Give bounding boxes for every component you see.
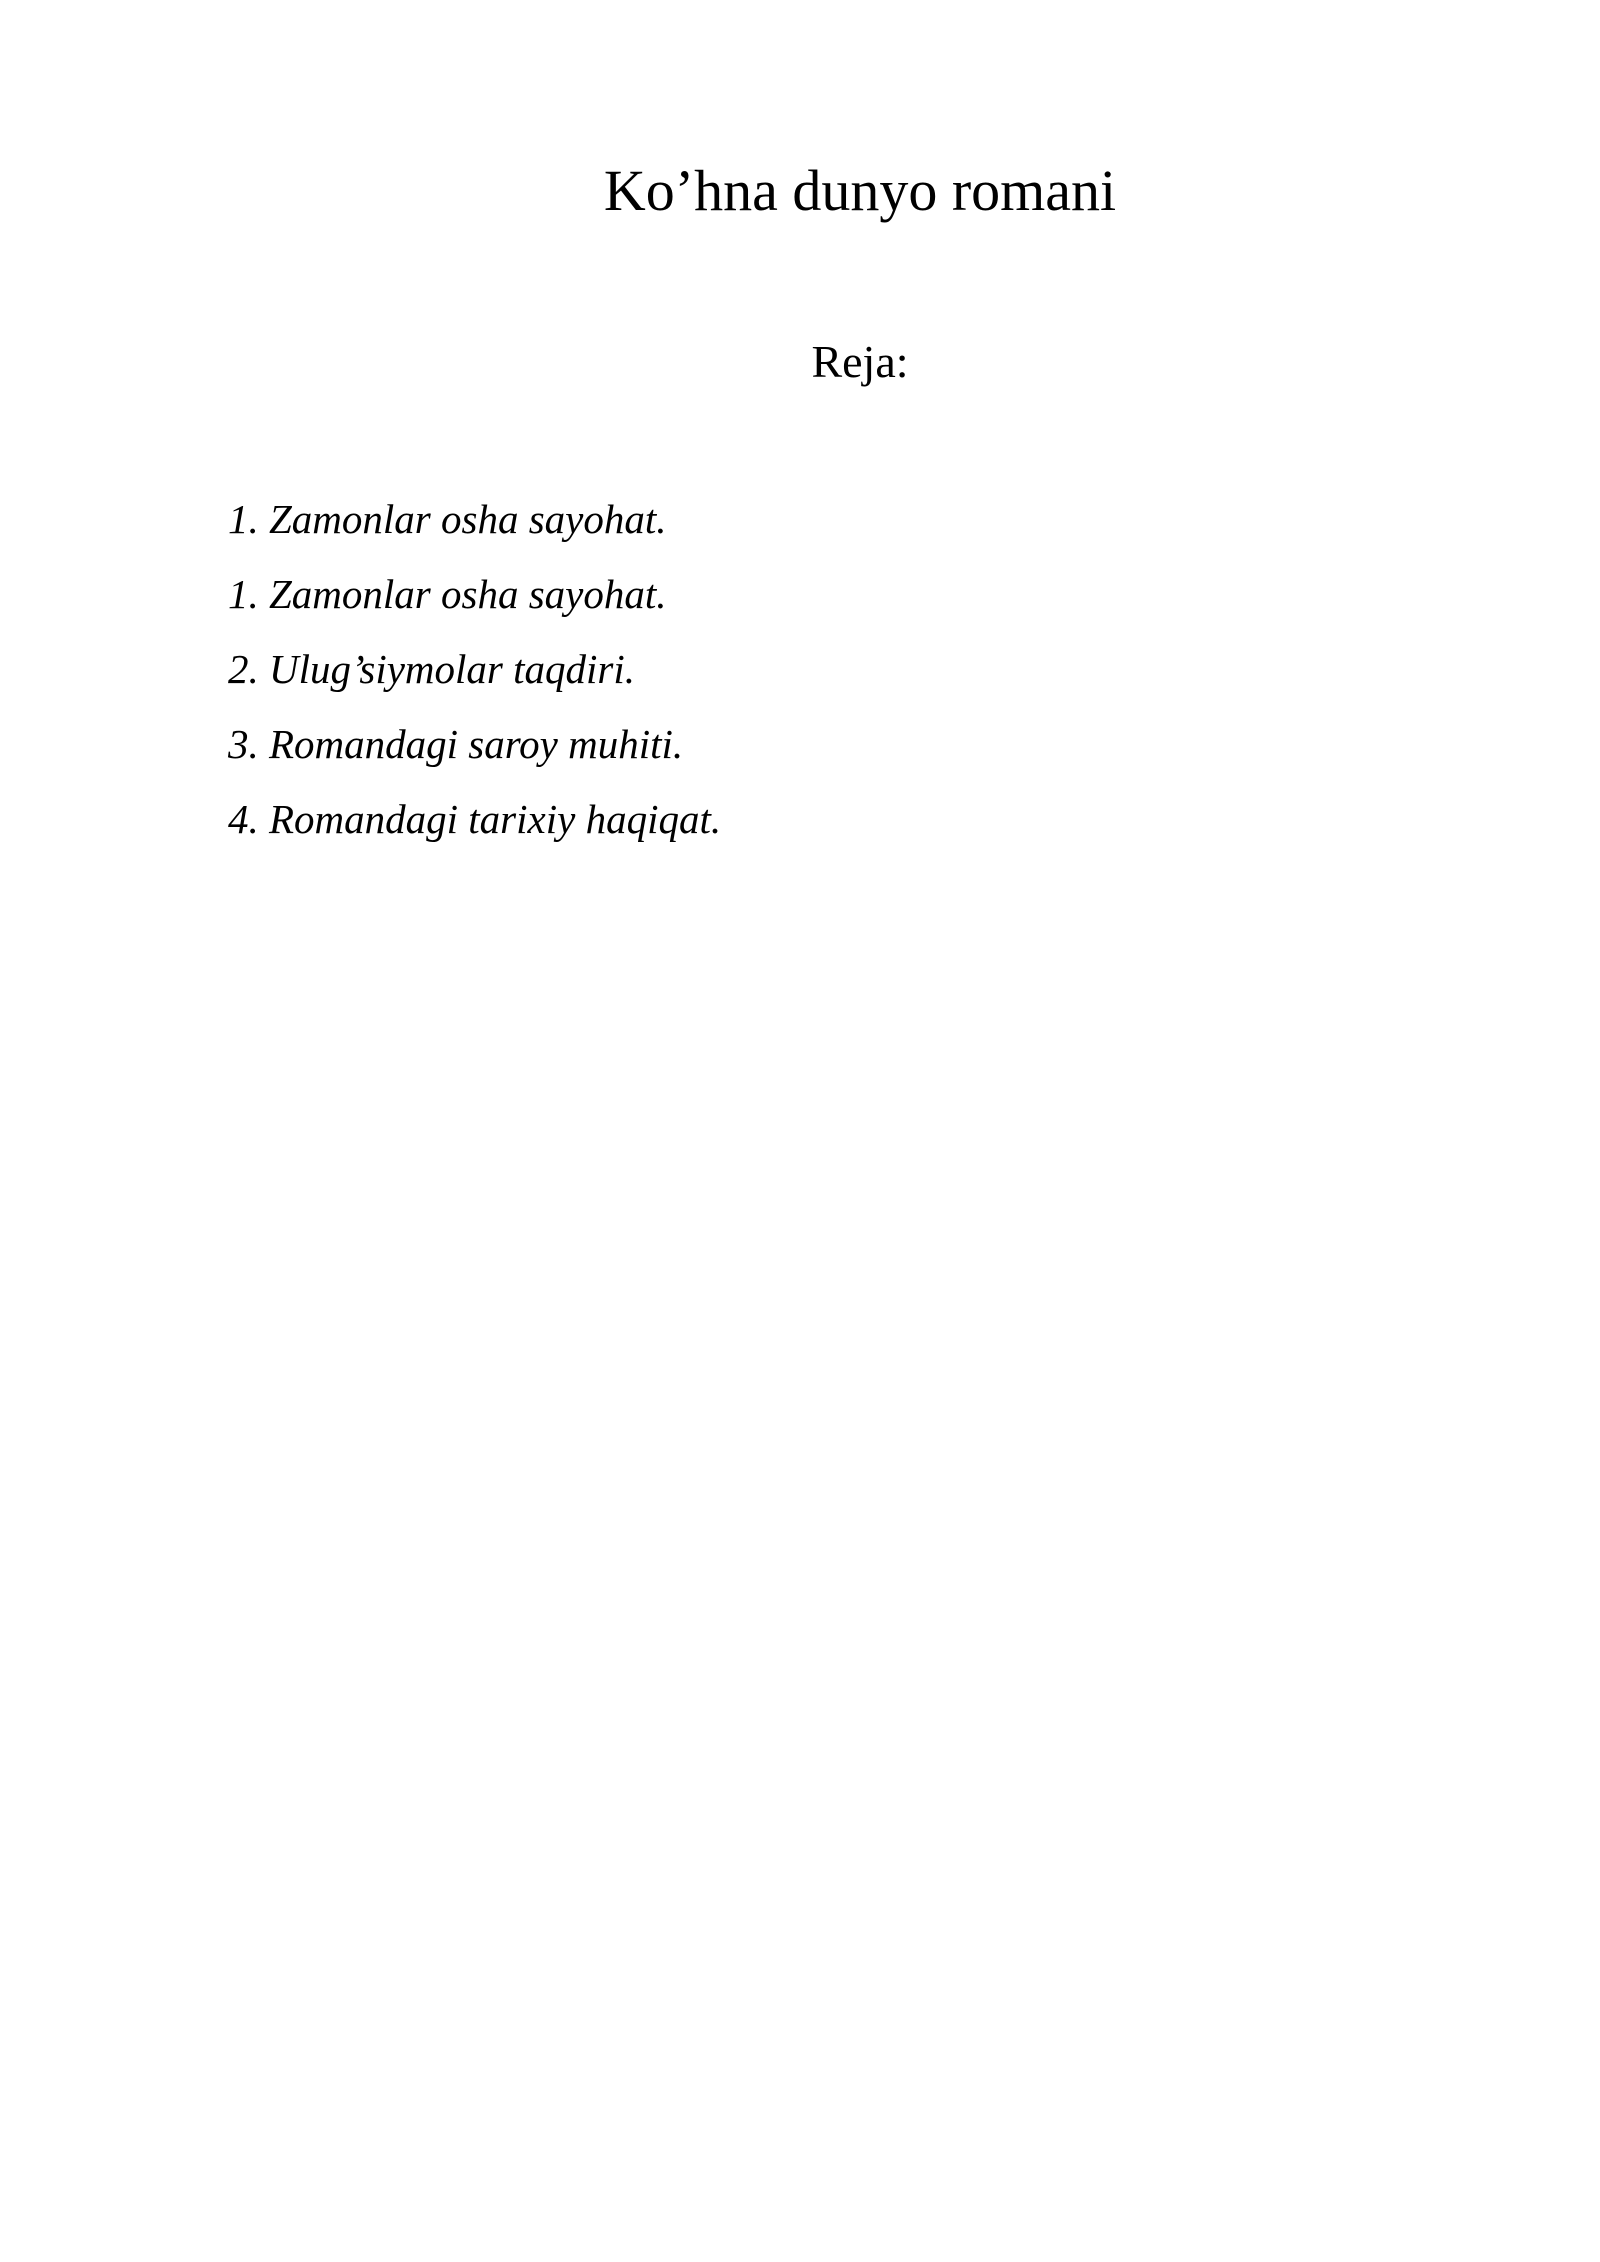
plan-item: 2. Ulug’siymolar taqdiri.	[228, 646, 635, 692]
document-title: Ko’hna dunyo romani	[603, 158, 1117, 223]
plan-item: 4. Romandagi tarixiy haqiqat.	[228, 796, 722, 842]
plan-item: 1. Zamonlar osha sayohat.	[228, 496, 667, 542]
plan-heading: Reja:	[811, 336, 909, 387]
plan-item: 3. Romandagi saroy muhiti.	[228, 721, 684, 767]
plan-list	[228, 482, 721, 857]
plan-item: 1. Zamonlar osha sayohat.	[228, 571, 667, 617]
